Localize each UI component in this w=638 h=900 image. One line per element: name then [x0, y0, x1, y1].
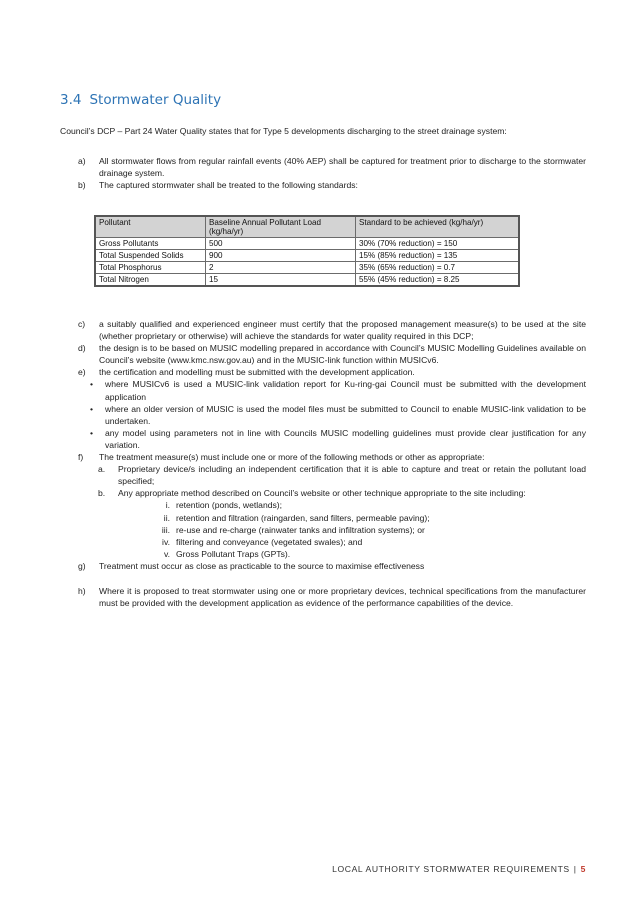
table-header-cell: Standard to be achieved (kg/ha/yr) — [356, 216, 520, 238]
roman-marker: iv. — [162, 536, 170, 547]
roman-marker: ii. — [163, 512, 170, 523]
standards-table — [94, 215, 520, 287]
roman-item-text: retention (ponds, wetlands); — [176, 500, 283, 511]
sub-item-text: Proprietary device/s including an independent certification that it is able to capture and treat or retain the pollutant load specified; — [118, 464, 586, 487]
list-item-text: Where it is proposed to treat stormwater using one or more proprietary devices, technical specifications from the manufacturer must be provided with the development application as evidence of the performance capabilities of the device. — [99, 585, 586, 609]
bullet-icon: • — [90, 403, 94, 414]
roman-item-ii — [78, 512, 586, 524]
list-marker: c) — [78, 319, 86, 329]
table-header-cell: Pollutant — [95, 216, 206, 238]
roman-item-iii — [78, 524, 586, 536]
table-cell: Total Suspended Solids — [95, 250, 206, 262]
roman-item-v — [78, 548, 586, 560]
bullet-text: any model using parameters not in line with Councils MUSIC modelling guidelines must provide clear justification for any variation. — [105, 427, 586, 450]
page-number: 5 — [580, 864, 586, 874]
table-header-row — [95, 216, 519, 238]
list-marker: h) — [78, 585, 86, 596]
table-cell: 500 — [206, 238, 356, 250]
table-row — [95, 250, 519, 262]
table-row — [95, 274, 519, 287]
table-cell: Gross Pollutants — [95, 238, 206, 250]
list-marker: e) — [78, 367, 86, 378]
table-cell: Total Phosphorus — [95, 262, 206, 274]
list-item-text: the design is to be based on MUSIC modelling prepared in accordance with Council’s MUSIC Modelling Guidelines available on Council’s website (www.kmc.nsw.gov.au) and in the MUSIC-link function within MUSICv6. — [99, 343, 586, 366]
list-item-text: The treatment measure(s) must include one or more of the following methods or other as appropriate: — [99, 452, 485, 463]
footer-separator: | — [573, 864, 577, 874]
sub-marker: a. — [98, 464, 106, 475]
table-cell: 55% (45% reduction) = 8.25 — [356, 274, 520, 287]
table-cell: 2 — [206, 262, 356, 274]
list-item-a — [78, 155, 586, 179]
table-cell: 15 — [206, 274, 356, 287]
table-row — [95, 262, 519, 274]
roman-marker: i. — [165, 500, 170, 511]
list-top — [78, 155, 586, 191]
list-item-text: Treatment must occur as close as practicable to the source to maximise effectiveness — [99, 560, 425, 571]
section-heading — [60, 92, 221, 108]
bullet-item — [78, 378, 586, 402]
list-item-g — [78, 560, 586, 572]
bullet-icon: • — [90, 427, 94, 438]
bullet-item — [78, 427, 586, 451]
section-number: 3.4 — [60, 92, 82, 108]
list-marker: b) — [78, 180, 86, 191]
table-cell: 900 — [206, 250, 356, 262]
table-cell: 35% (65% reduction) = 0.7 — [356, 262, 520, 274]
roman-item-text: re-use and re-charge (rainwater tanks and infiltration systems); or — [176, 524, 425, 535]
list-item-e — [78, 366, 586, 378]
roman-item-i — [78, 499, 586, 511]
table-cell: 30% (70% reduction) = 150 — [356, 238, 520, 250]
list-marker: a) — [78, 156, 86, 166]
footer-title: LOCAL AUTHORITY STORMWATER REQUIREMENTS — [332, 864, 570, 874]
list-item-text: The captured stormwater shall be treated to the following standards: — [99, 180, 358, 191]
bullet-text: where an older version of MUSIC is used the model files must be submitted to Council to enable MUSIC-link validation to be undertaken. — [105, 403, 586, 426]
list-marker: g) — [78, 560, 86, 571]
list-main — [78, 318, 586, 609]
list-item-f — [78, 451, 586, 463]
list-marker: d) — [78, 343, 86, 354]
table-cell: 15% (85% reduction) = 135 — [356, 250, 520, 262]
roman-item-iv — [78, 536, 586, 548]
roman-marker: iii. — [161, 524, 170, 535]
page-footer — [332, 864, 586, 874]
roman-item-text: filtering and conveyance (vegetated swales); and — [176, 536, 363, 547]
roman-item-text: Gross Pollutant Traps (GPTs). — [176, 548, 291, 559]
list-item-h — [78, 585, 586, 609]
bullet-text: where MUSICv6 is used a MUSIC-link validation report for Ku-ring-gai Council must be submitted with the development application — [105, 379, 586, 402]
list-item-text: the certification and modelling must be submitted with the development application. — [99, 367, 415, 378]
sub-marker: b. — [98, 488, 106, 499]
list-item-d — [78, 342, 586, 366]
table-row — [95, 238, 519, 250]
sub-item-text: Any appropriate method described on Council’s website or other technique appropriate to the site including: — [118, 488, 526, 499]
list-item-text: All stormwater flows from regular rainfall events (40% AEP) shall be captured for treatment prior to discharge to the stormwater drainage system. — [99, 156, 586, 179]
roman-item-text: retention and filtration (raingarden, sand filters, permeable paving); — [176, 512, 430, 523]
table-cell: Total Nitrogen — [95, 274, 206, 287]
list-item-c — [78, 318, 586, 342]
table-header-cell: Baseline Annual Pollutant Load (kg/ha/yr) — [206, 216, 356, 238]
list-marker: f) — [78, 452, 84, 463]
sub-item-b — [78, 487, 586, 499]
roman-marker: v. — [163, 548, 170, 559]
bullet-item — [78, 403, 586, 427]
list-item-text: a suitably qualified and experienced engineer must certify that the proposed management measure(s) to be used at the site (whether proprietary or otherwise) will achieve the standards for water quality required in this DCP; — [99, 319, 586, 342]
sub-item-a — [78, 463, 586, 487]
section-title: Stormwater Quality — [89, 92, 222, 108]
intro-paragraph: Council’s DCP – Part 24 Water Quality states that for Type 5 developments discharging to the street drainage system: — [60, 126, 507, 136]
bullet-icon: • — [90, 379, 94, 390]
list-item-b — [78, 179, 586, 191]
